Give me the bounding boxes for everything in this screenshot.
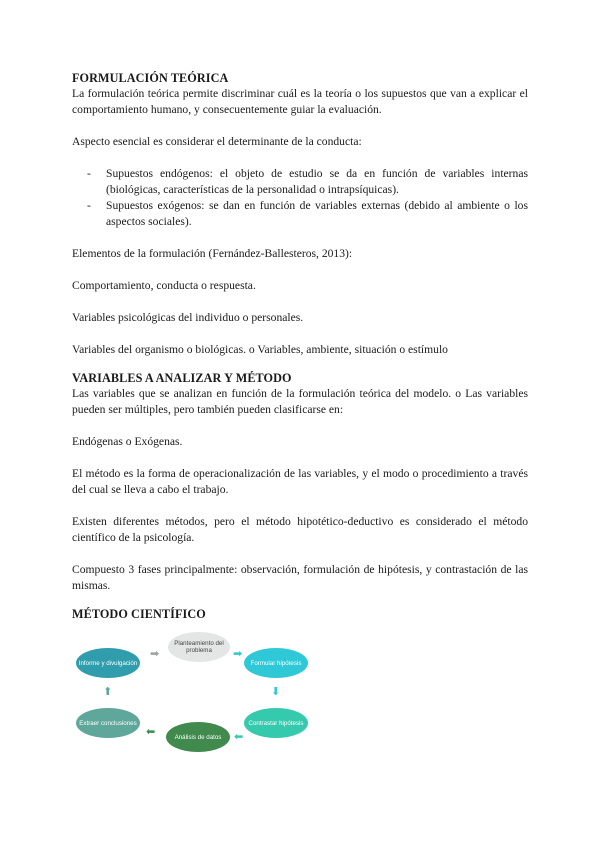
- cycle-node-label: Formular hipótesis: [250, 659, 302, 667]
- document-body: [72, 70, 528, 622]
- cycle-node-planteamiento: [168, 632, 230, 662]
- dash-bullet-icon: -: [87, 167, 91, 180]
- bullet-item: [72, 198, 528, 230]
- arrow-left-icon: ⬅: [146, 725, 156, 738]
- paragraph-element: Comportamiento, conducta o respuesta.: [72, 279, 256, 292]
- section-title-variables: VARIABLES A ANALIZAR Y MÉTODO: [72, 371, 292, 385]
- cycle-node-conclusiones: [76, 708, 140, 738]
- bullet-text: Supuestos exógenos: se dan en función de variables externas (debido al ambiente o los aspectos sociales).: [106, 199, 528, 228]
- section-title-metodo-cientifico: MÉTODO CIENTÍFICO: [72, 607, 206, 621]
- arrow-down-icon: ⬇: [271, 685, 281, 698]
- scientific-method-cycle-diagram: [72, 628, 322, 756]
- cycle-node-label: Contrastar hipótesis: [248, 719, 304, 727]
- paragraph-intro: La formulación teórica permite discriminar cuál es la teoría o los supuestos que van a explicar el comportamiento humano, y consecuentemente guiar la evaluación.: [72, 87, 528, 116]
- cycle-node-label: Análisis de datos: [174, 733, 222, 741]
- paragraph-endogenas: Endógenas o Exógenas.: [72, 435, 183, 448]
- cycle-node-label: Informe y divulgación: [78, 659, 138, 667]
- bullet-text: Supuestos endógenos: el objeto de estudio se da en función de variables internas (biológicas, características de la personalidad o intrapsíquicas).: [106, 167, 528, 196]
- arrow-right-icon: ➡: [150, 647, 160, 660]
- paragraph-variables: Las variables que se analizan en función de la formulación teórica del modelo. o Las variables pueden ser múltiples, pero también pueden clasificarse en:: [72, 387, 528, 416]
- paragraph-fases: Compuesto 3 fases principalmente: observación, formulación de hipótesis, y contrastación de las mismas.: [72, 563, 528, 592]
- arrow-left-icon: ⬅: [234, 730, 244, 743]
- bullet-item: [72, 166, 528, 198]
- dash-bullet-icon: -: [87, 199, 91, 212]
- paragraph-aspect: Aspecto esencial es considerar el determinante de la conducta:: [72, 135, 362, 148]
- cycle-node-contrastar: [244, 708, 308, 738]
- cycle-node-analisis: [166, 722, 230, 752]
- cycle-node-label: Planteamiento del problema: [174, 640, 224, 654]
- paragraph-elements-intro: Elementos de la formulación (Fernández-Ballesteros, 2013):: [72, 247, 353, 260]
- paragraph-metodos: Existen diferentes métodos, pero el método hipotético-deductivo es considerado el método científico de la psicología.: [72, 515, 528, 544]
- paragraph-metodo: El método es la forma de operacionalización de las variables, y el modo o procedimiento a través del cual se lleva a cabo el trabajo.: [72, 467, 528, 496]
- cycle-node-formular: [244, 648, 308, 678]
- section-title-formulacion: FORMULACIÓN TEÓRICA: [72, 71, 229, 85]
- cycle-node-informe: [76, 648, 140, 678]
- arrow-right-icon: ➡: [233, 647, 243, 660]
- paragraph-element: Variables psicológicas del individuo o personales.: [72, 311, 304, 324]
- paragraph-element: Variables del organismo o biológicas. o Variables, ambiente, situación o estímulo: [72, 343, 448, 356]
- arrow-up-icon: ⬆: [103, 685, 113, 698]
- cycle-node-label: Extraer conclusiones: [79, 719, 137, 727]
- bullet-list-supuestos: [72, 166, 528, 230]
